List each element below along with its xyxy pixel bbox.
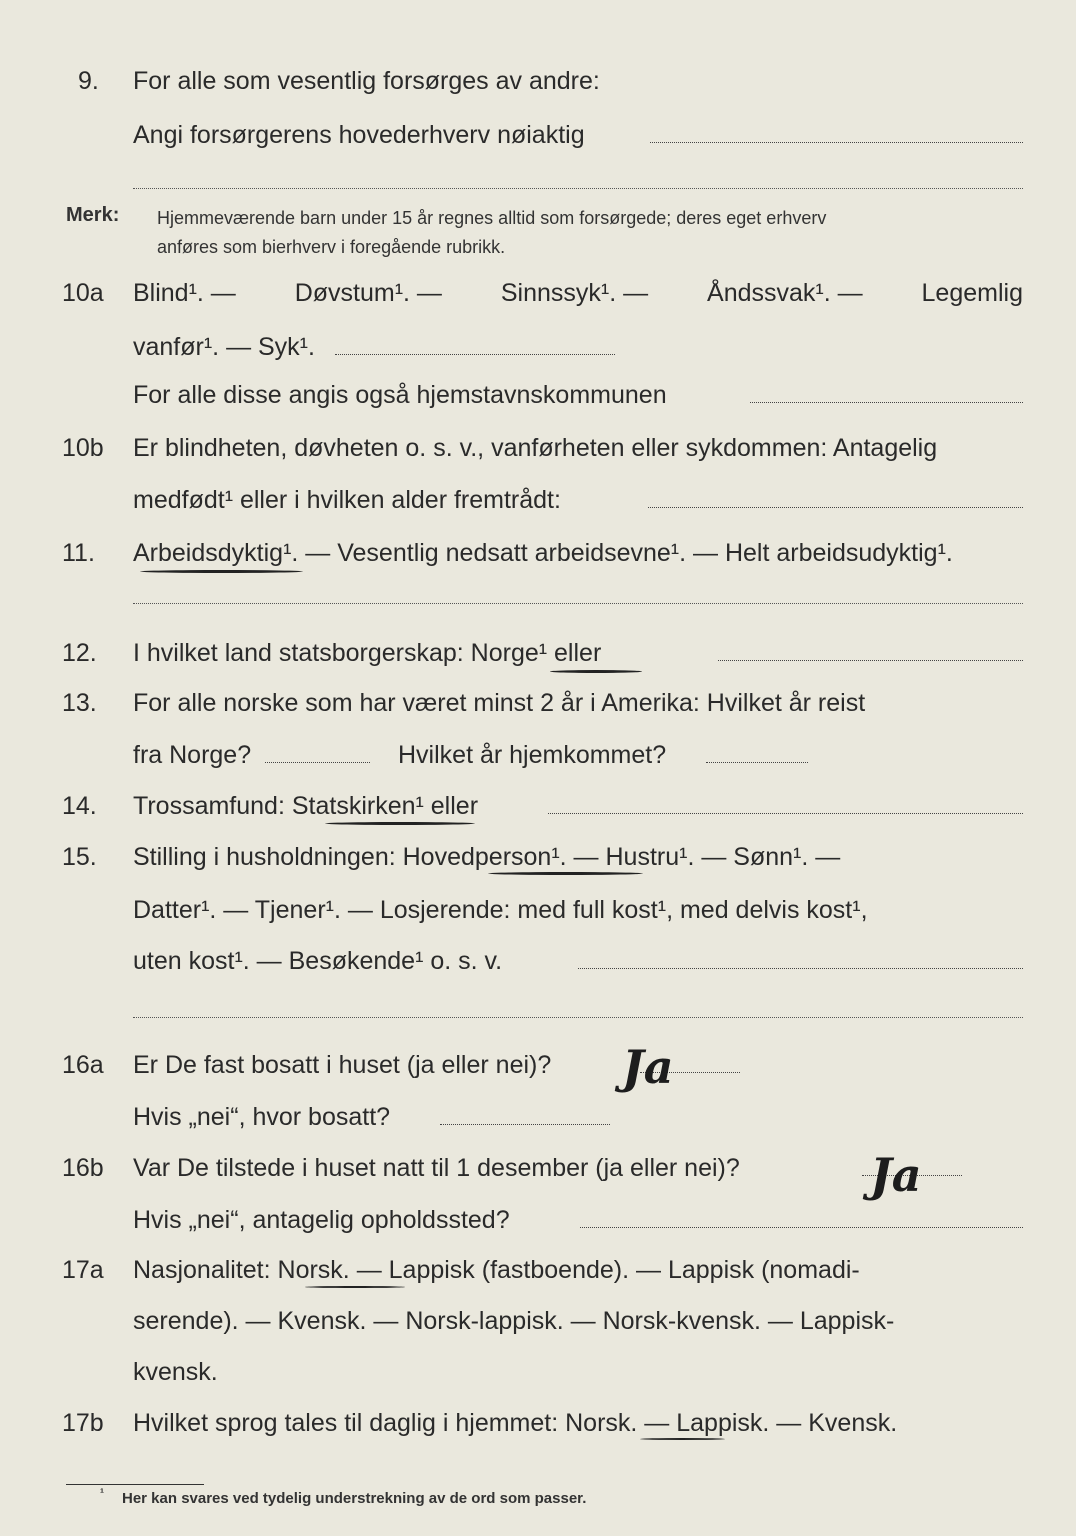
q10a-options (133, 278, 1023, 308)
q9-line2: Angi forsørgerens hovederhverv nøiaktig (133, 121, 585, 149)
q14-number: 14. (62, 792, 97, 820)
q17b-line1: Hvilket sprog tales til daglig i hjemmet: Norsk. — Lappisk. — Kvensk. (133, 1409, 898, 1437)
q16a-handwritten-answer: Ja (622, 1040, 674, 1094)
q13-number: 13. (62, 689, 97, 717)
footnote-text: Her kan svares ved tydelig understrekning av de ord som passer. (122, 1490, 587, 1507)
q11-line1: Arbeidsdyktig¹. — Vesentlig nedsatt arbeidsevne¹. — Helt arbeidsudyktig¹. (133, 539, 953, 567)
q17b-underline-mark (640, 1438, 725, 1440)
q10a-option-legemlig: Legemlig (921, 279, 1023, 307)
q16a-line2: Hvis „nei“, hvor bosatt? (133, 1103, 391, 1131)
merk-text (157, 204, 1027, 262)
q10a-line3: For alle disse angis også hjemstavnskommunen (133, 381, 667, 409)
q17a-number: 17a (62, 1256, 104, 1284)
q17a-line1: Nasjonalitet: Norsk. — Lappisk (fastboende). — Lappisk (nomadi- (133, 1256, 860, 1284)
q16b-number: 16b (62, 1154, 104, 1182)
q15-line3: uten kost¹. — Besøkende¹ o. s. v. (133, 947, 503, 975)
q10a-home-line (750, 402, 1023, 403)
q17a-underline-mark (305, 1286, 405, 1288)
q17a-line3: kvensk. (133, 1358, 218, 1386)
q9-line1: For alle som vesentlig forsørges av andre: (133, 67, 600, 95)
q12-underline-mark (550, 670, 642, 673)
footnote-mark: ¹ (100, 1486, 104, 1500)
q10a-number: 10a (62, 279, 104, 307)
q16b-line2: Hvis „nei“, antagelig opholdssted? (133, 1206, 510, 1234)
q14-underline-mark (325, 822, 475, 825)
q16b-line1: Var De tilstede i huset natt til 1 desember (ja eller nei)? (133, 1154, 740, 1182)
q15-line1: Stilling i husholdningen: Hovedperson¹. — Hustru¹. — Sønn¹. — (133, 843, 841, 871)
q9-number: 9. (78, 67, 99, 95)
q10a-option-dovstum: Døvstum¹. — (294, 279, 442, 307)
q14-answer-line (548, 813, 1023, 814)
q10a-line2: vanfør¹. — Syk¹. (133, 333, 315, 361)
q15-answer-line (578, 968, 1023, 969)
q10b-line1: Er blindheten, døvheten o. s. v., vanførheten eller sykdommen: Antagelig (133, 434, 938, 462)
q9-answer-line (650, 142, 1023, 143)
q16b-where-line (580, 1227, 1023, 1228)
q16a-number: 16a (62, 1051, 104, 1079)
q15-underline-mark (488, 872, 643, 875)
q13-reist-line (265, 762, 370, 763)
q15-line2: Datter¹. — Tjener¹. — Losjerende: med full kost¹, med delvis kost¹, (133, 896, 868, 924)
q10b-answer-line (648, 507, 1023, 508)
q16a-where-line (440, 1124, 610, 1125)
footnote-rule (66, 1484, 204, 1485)
q16a-line1: Er De fast bosatt i huset (ja eller nei)? (133, 1051, 552, 1079)
q9-extra-line (133, 188, 1023, 189)
merk-line1: Hjemmeværende barn under 15 år regnes alltid som forsørgede; deres eget erhverv (157, 208, 827, 228)
q15-number: 15. (62, 843, 97, 871)
q14-line1: Trossamfund: Statskirken¹ eller (133, 792, 479, 820)
q15-extra-line (133, 1017, 1023, 1018)
q13-hjem-line (706, 762, 808, 763)
q12-number: 12. (62, 639, 97, 667)
merk-line2: anføres som bierhverv i foregående rubrikk. (157, 237, 506, 257)
q16b-handwritten-answer: Ja (870, 1148, 922, 1202)
merk-label: Merk: (66, 204, 120, 226)
q10b-number: 10b (62, 434, 104, 462)
q10a-option-andssvak: Åndssvak¹. — (707, 279, 863, 307)
q13-line2a: fra Norge? (133, 741, 252, 769)
q13-line2b: Hvilket år hjemkommet? (398, 741, 667, 769)
q11-number: 11. (62, 539, 95, 567)
q17a-line2: serende). — Kvensk. — Norsk-lappisk. — Norsk-kvensk. — Lappisk- (133, 1307, 895, 1335)
q13-line1: For alle norske som har været minst 2 år i Amerika: Hvilket år reist (133, 689, 866, 717)
q11-extra-line (133, 603, 1023, 604)
q12-answer-line (718, 660, 1023, 661)
q11-underline-mark (140, 570, 303, 573)
q10a-option-sinnssyk: Sinnssyk¹. — (500, 279, 649, 307)
q10a-answer-line (335, 354, 615, 355)
q17b-number: 17b (62, 1409, 104, 1437)
q12-line1: I hvilket land statsborgerskap: Norge¹ eller (133, 639, 602, 667)
q10b-line2: medfødt¹ eller i hvilken alder fremtrådt: (133, 486, 561, 514)
q10a-option-blind: Blind¹. — (133, 279, 236, 307)
